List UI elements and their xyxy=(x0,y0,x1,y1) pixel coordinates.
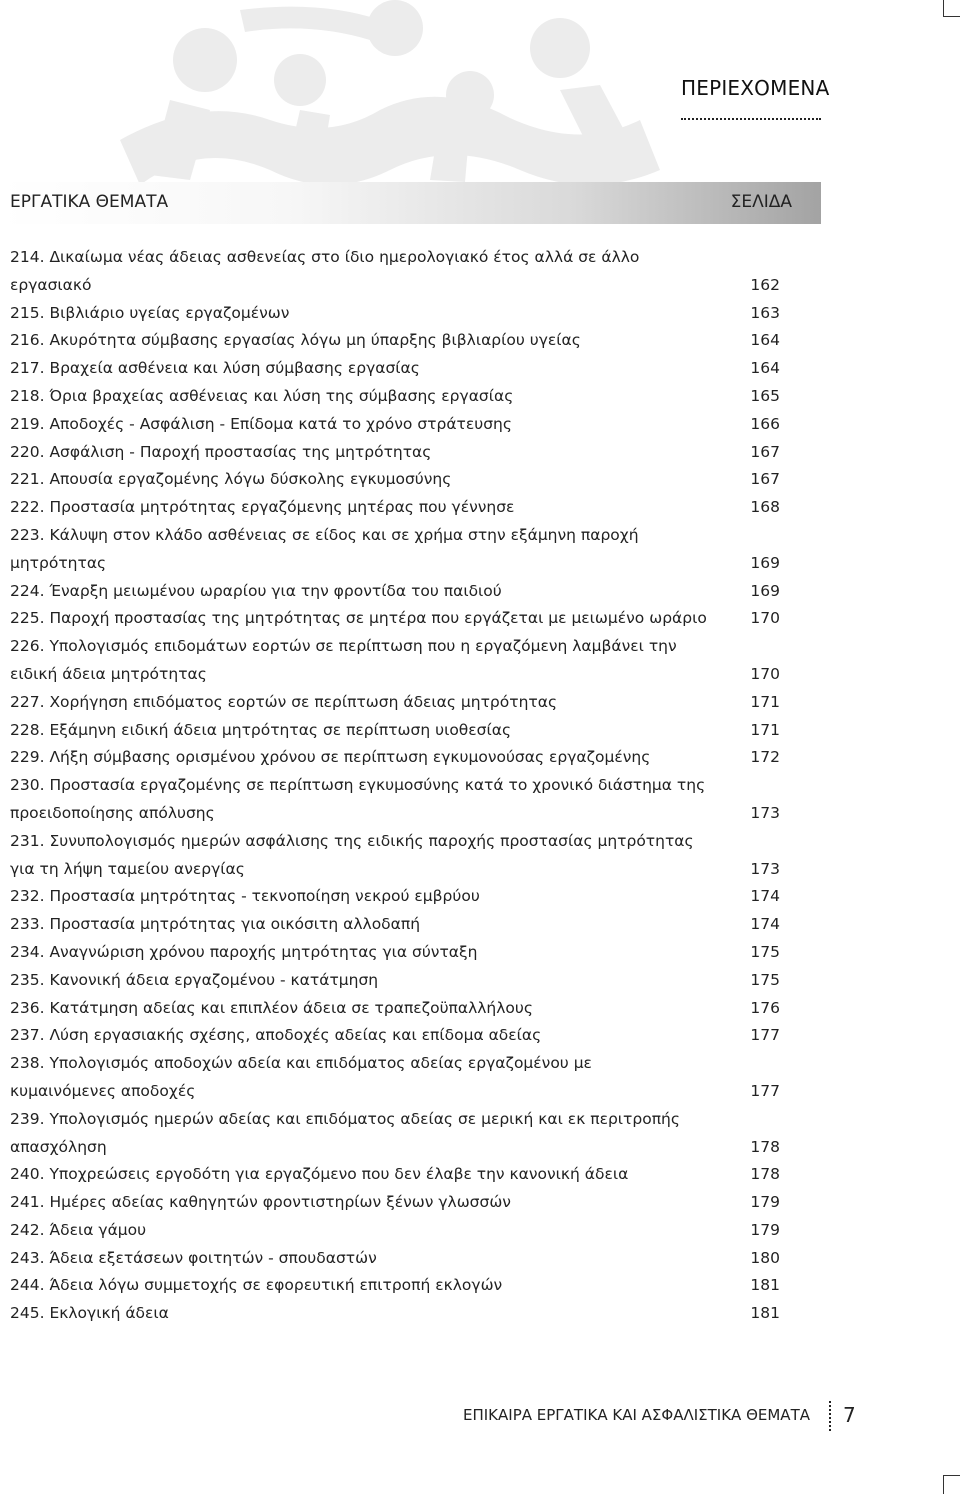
toc-entry-line xyxy=(10,856,780,884)
toc-entry-line xyxy=(10,911,780,939)
toc-entry-text: 229. Λήξη σύμβασης ορισμένου χρόνου σε περίπτωση εγκυμονούσας εργαζομένης xyxy=(10,748,651,767)
toc-entry-text: 227. Χορήγηση επιδόματος εορτών σε περίπτωση άδειας μητρότητας xyxy=(10,692,558,711)
toc-entry xyxy=(10,1245,780,1273)
toc-entry-page: 174 xyxy=(750,887,780,906)
toc-entry-text: 228. Εξάμηνη ειδική άδεια μητρότητας σε περίπτωση υιοθεσίας xyxy=(10,720,512,739)
toc-entry-page: 164 xyxy=(750,359,780,378)
toc-entry-text: 243. Άδεια εξετάσεων φοιτητών - σπουδαστών xyxy=(10,1248,377,1267)
toc-entry xyxy=(10,1189,780,1217)
toc-entry-line xyxy=(10,383,780,411)
toc-entry-text: για τη λήψη ταμείου ανεργίας xyxy=(10,859,245,878)
toc-entry-text: 241. Ημέρες αδείας καθηγητών φροντιστηρίων ξένων γλωσσών xyxy=(10,1193,511,1212)
toc-entry-page: 179 xyxy=(750,1193,780,1212)
toc-entry xyxy=(10,939,780,967)
toc-entry-page: 175 xyxy=(750,970,780,989)
toc-entry-text: 226. Υπολογισμός επιδομάτων εορτών σε περίπτωση που η εργαζόμενη λαμβάνει την xyxy=(10,637,677,656)
toc-entry-page: 174 xyxy=(750,915,780,934)
toc-entry xyxy=(10,995,780,1023)
toc-entry-line xyxy=(10,1078,780,1106)
toc-entry-line xyxy=(10,1300,780,1328)
toc-entry-text: απασχόληση xyxy=(10,1137,107,1156)
toc-entry xyxy=(10,772,780,828)
toc-entry-line xyxy=(10,995,780,1023)
toc-entry-text: 245. Εκλογική άδεια xyxy=(10,1304,169,1323)
toc-entry-page: 177 xyxy=(750,1026,780,1045)
toc-entry-text: 236. Κατάτμηση αδείας και επιπλέον άδεια σε τραπεζοϋπαλλήλους xyxy=(10,998,533,1017)
page-title: ΠΕΡΙΕΧΟΜΕΝΑ xyxy=(681,76,830,100)
toc-entry-line xyxy=(10,800,780,828)
toc-entry-line xyxy=(10,1272,780,1300)
toc-entry xyxy=(10,1022,780,1050)
toc-entry-page: 178 xyxy=(750,1165,780,1184)
footer-dotted-divider xyxy=(829,1401,831,1431)
toc-entry-line xyxy=(10,633,780,661)
toc-entry-page: 168 xyxy=(750,498,780,517)
toc-entry xyxy=(10,300,780,328)
toc-entry-line xyxy=(10,939,780,967)
toc-entry-line xyxy=(10,1217,780,1245)
toc-entry xyxy=(10,883,780,911)
toc-entry-text: 224. Έναρξη μειωμένου ωραρίου για την φροντίδα του παιδιού xyxy=(10,581,502,600)
toc-entry-page: 176 xyxy=(750,998,780,1017)
toc-entry-line xyxy=(10,1189,780,1217)
toc-entry-page: 169 xyxy=(750,581,780,600)
section-header-bar xyxy=(0,182,821,224)
toc-entry-line xyxy=(10,355,780,383)
toc-entry xyxy=(10,1217,780,1245)
toc-entry-page: 181 xyxy=(750,1276,780,1295)
toc-entry-page: 170 xyxy=(750,609,780,628)
toc-entry-page: 178 xyxy=(750,1137,780,1156)
toc-entry-line xyxy=(10,772,780,800)
toc-entry-page: 165 xyxy=(750,386,780,405)
toc-entry-page: 169 xyxy=(750,553,780,572)
toc-entry-line xyxy=(10,1022,780,1050)
toc-entry-line xyxy=(10,883,780,911)
toc-entry-line xyxy=(10,1245,780,1273)
toc-entry xyxy=(10,355,780,383)
toc-entry-line xyxy=(10,494,780,522)
toc-entry xyxy=(10,439,780,467)
toc-entry xyxy=(10,1161,780,1189)
toc-entry-page: 164 xyxy=(750,331,780,350)
footer-page-number: 7 xyxy=(843,1403,856,1427)
toc-entry-text: 225. Παροχή προστασίας της μητρότητας σε μητέρα που εργάζεται με μειωμένο ωράριο xyxy=(10,609,707,628)
toc-entry-line xyxy=(10,1134,780,1162)
toc-entry-page: 171 xyxy=(750,720,780,739)
toc-entry-text: 223. Κάλυψη στον κλάδο ασθένειας σε είδος και σε χρήμα στην εξάμηνη παροχή xyxy=(10,525,639,544)
toc-entry xyxy=(10,494,780,522)
toc-entry-page: 167 xyxy=(750,470,780,489)
toc-entry-text: ειδική άδεια μητρότητας xyxy=(10,664,207,683)
toc-entry-text: μητρότητας xyxy=(10,553,107,572)
toc-entry-line xyxy=(10,244,780,272)
toc-entry-page: 170 xyxy=(750,664,780,683)
toc-entry xyxy=(10,1106,780,1162)
toc-entry xyxy=(10,466,780,494)
title-dotted-rule xyxy=(681,118,821,120)
toc-entry xyxy=(10,411,780,439)
toc-entry xyxy=(10,522,780,578)
toc-entry-text: 220. Ασφάλιση - Παροχή προστασίας της μητρότητας xyxy=(10,442,432,461)
toc-entry-page: 171 xyxy=(750,692,780,711)
toc-entry-page: 166 xyxy=(750,414,780,433)
toc-entry xyxy=(10,828,780,884)
toc-entry-text: 232. Προστασία μητρότητας - τεκνοποίηση νεκρού εμβρύου xyxy=(10,887,480,906)
toc-entry-text: 222. Προστασία μητρότητας εργαζόμενης μητέρας που γέννησε xyxy=(10,498,515,517)
crop-mark-bottom-vertical xyxy=(943,1475,944,1494)
toc-entry-page: 173 xyxy=(750,803,780,822)
toc-entry-line xyxy=(10,717,780,745)
crop-mark-top-vertical xyxy=(943,0,944,16)
toc-entry-text: 240. Υποχρεώσεις εργοδότη για εργαζόμενο που δεν έλαβε την κανονική άδεια xyxy=(10,1165,629,1184)
crop-mark-bottom-horizontal xyxy=(943,1475,960,1476)
toc-entry-line xyxy=(10,744,780,772)
toc-entry-text: 242. Άδεια γάμου xyxy=(10,1220,147,1239)
toc-entry-line xyxy=(10,411,780,439)
toc-entry-text: εργασιακό xyxy=(10,275,92,294)
toc-entry-text: προειδοποίησης απόλυσης xyxy=(10,803,215,822)
toc-entry xyxy=(10,327,780,355)
toc-entry xyxy=(10,967,780,995)
toc-entry xyxy=(10,633,780,689)
toc-entry-page: 177 xyxy=(750,1081,780,1100)
toc-entry-text: 244. Άδεια λόγω συμμετοχής σε εφορευτική επιτροπή εκλογών xyxy=(10,1276,503,1295)
toc-entry-text: 238. Υπολογισμός αποδοχών αδεία και επιδόματος αδείας εργαζομένου με xyxy=(10,1054,592,1073)
toc-entry-text: 218. Όρια βραχείας ασθένειας και λύση της σύμβασης εργασίας xyxy=(10,386,514,405)
toc-entry-line xyxy=(10,967,780,995)
toc-entry-text: 221. Απουσία εργαζομένης λόγω δύσκολης εγκυμοσύνης xyxy=(10,470,452,489)
toc-entry-page: 163 xyxy=(750,303,780,322)
toc-entry-page: 181 xyxy=(750,1304,780,1323)
toc-entry-line xyxy=(10,828,780,856)
toc-entry-text: 234. Αναγνώριση χρόνου παροχής μητρότητας για σύνταξη xyxy=(10,942,478,961)
toc-entry-page: 167 xyxy=(750,442,780,461)
toc-entry xyxy=(10,244,780,300)
toc-entry xyxy=(10,744,780,772)
toc-entry-line xyxy=(10,689,780,717)
toc-entry xyxy=(10,911,780,939)
toc-entry-text: 235. Κανονική άδεια εργαζομένου - κατάτμηση xyxy=(10,970,379,989)
toc-entry-line xyxy=(10,1050,780,1078)
toc-entry-line xyxy=(10,550,780,578)
toc-entry-page: 173 xyxy=(750,859,780,878)
toc-entry-line xyxy=(10,327,780,355)
crop-mark-top-horizontal xyxy=(943,16,960,17)
toc-entry xyxy=(10,1272,780,1300)
toc-entry-line xyxy=(10,578,780,606)
toc-entry-page: 180 xyxy=(750,1248,780,1267)
section-title: ΕΡΓΑΤΙΚΑ ΘΕΜΑΤΑ xyxy=(10,192,169,212)
toc-entry-line xyxy=(10,1106,780,1134)
toc-entry-line xyxy=(10,300,780,328)
toc-entry-text: 214. Δικαίωμα νέας άδειας ασθενείας στο ίδιο ημερολογιακό έτος αλλά σε άλλο xyxy=(10,248,640,266)
toc-entry-text: 219. Αποδοχές - Ασφάλιση - Επίδομα κατά το χρόνο στράτευσης xyxy=(10,414,512,433)
toc-entry-line xyxy=(10,439,780,467)
toc-entry-text: 215. Βιβλιάριο υγείας εργαζομένων xyxy=(10,303,290,322)
toc-entry-text: 216. Ακυρότητα σύμβασης εργασίας λόγω μη ύπαρξης βιβλιαρίου υγείας xyxy=(10,331,581,350)
toc-entry-page: 162 xyxy=(750,275,780,294)
toc-entry-page: 179 xyxy=(750,1220,780,1239)
toc-entry xyxy=(10,578,780,606)
toc-entry-text: 239. Υπολογισμός ημερών αδείας και επιδόματος αδείας σε μερική και εκ περιτροπής xyxy=(10,1109,680,1128)
table-of-contents xyxy=(10,244,780,1328)
toc-entry-line xyxy=(10,466,780,494)
toc-entry-text: 237. Λύση εργασιακής σχέσης, αποδοχές αδείας και επίδομα αδείας xyxy=(10,1026,542,1045)
page-column-header: ΣΕΛΙΔΑ xyxy=(730,192,792,212)
toc-entry xyxy=(10,605,780,633)
toc-entry-page: 172 xyxy=(750,748,780,767)
footer-publication-title: ΕΠΙΚΑΙΡΑ ΕΡΓΑΤΙΚΑ ΚΑΙ ΑΣΦΑΛΙΣΤΙΚΑ ΘΕΜΑΤΑ xyxy=(463,1406,810,1424)
toc-entry-text: 233. Προστασία μητρότητας για οικόσιτη αλλοδαπή xyxy=(10,915,421,934)
toc-entry-line xyxy=(10,661,780,689)
toc-entry xyxy=(10,1300,780,1328)
toc-entry-text: 231. Συνυπολογισμός ημερών ασφάλισης της ειδικής παροχής προστασίας μητρότητας xyxy=(10,831,694,850)
toc-entry-line xyxy=(10,272,780,300)
toc-entry-line xyxy=(10,605,780,633)
toc-entry-text: 230. Προστασία εργαζομένης σε περίπτωση εγκυμοσύνης κατά το χρονικό διάστημα της xyxy=(10,776,706,795)
toc-entry xyxy=(10,1050,780,1106)
toc-entry xyxy=(10,383,780,411)
toc-entry-line xyxy=(10,1161,780,1189)
toc-entry-text: κυμαινόμενες αποδοχές xyxy=(10,1081,196,1100)
toc-entry xyxy=(10,689,780,717)
toc-entry-text: 217. Βραχεία ασθένεια και λύση σύμβασης εργασίας xyxy=(10,359,420,378)
toc-entry xyxy=(10,717,780,745)
toc-entry-page: 175 xyxy=(750,942,780,961)
toc-entry-line xyxy=(10,522,780,550)
